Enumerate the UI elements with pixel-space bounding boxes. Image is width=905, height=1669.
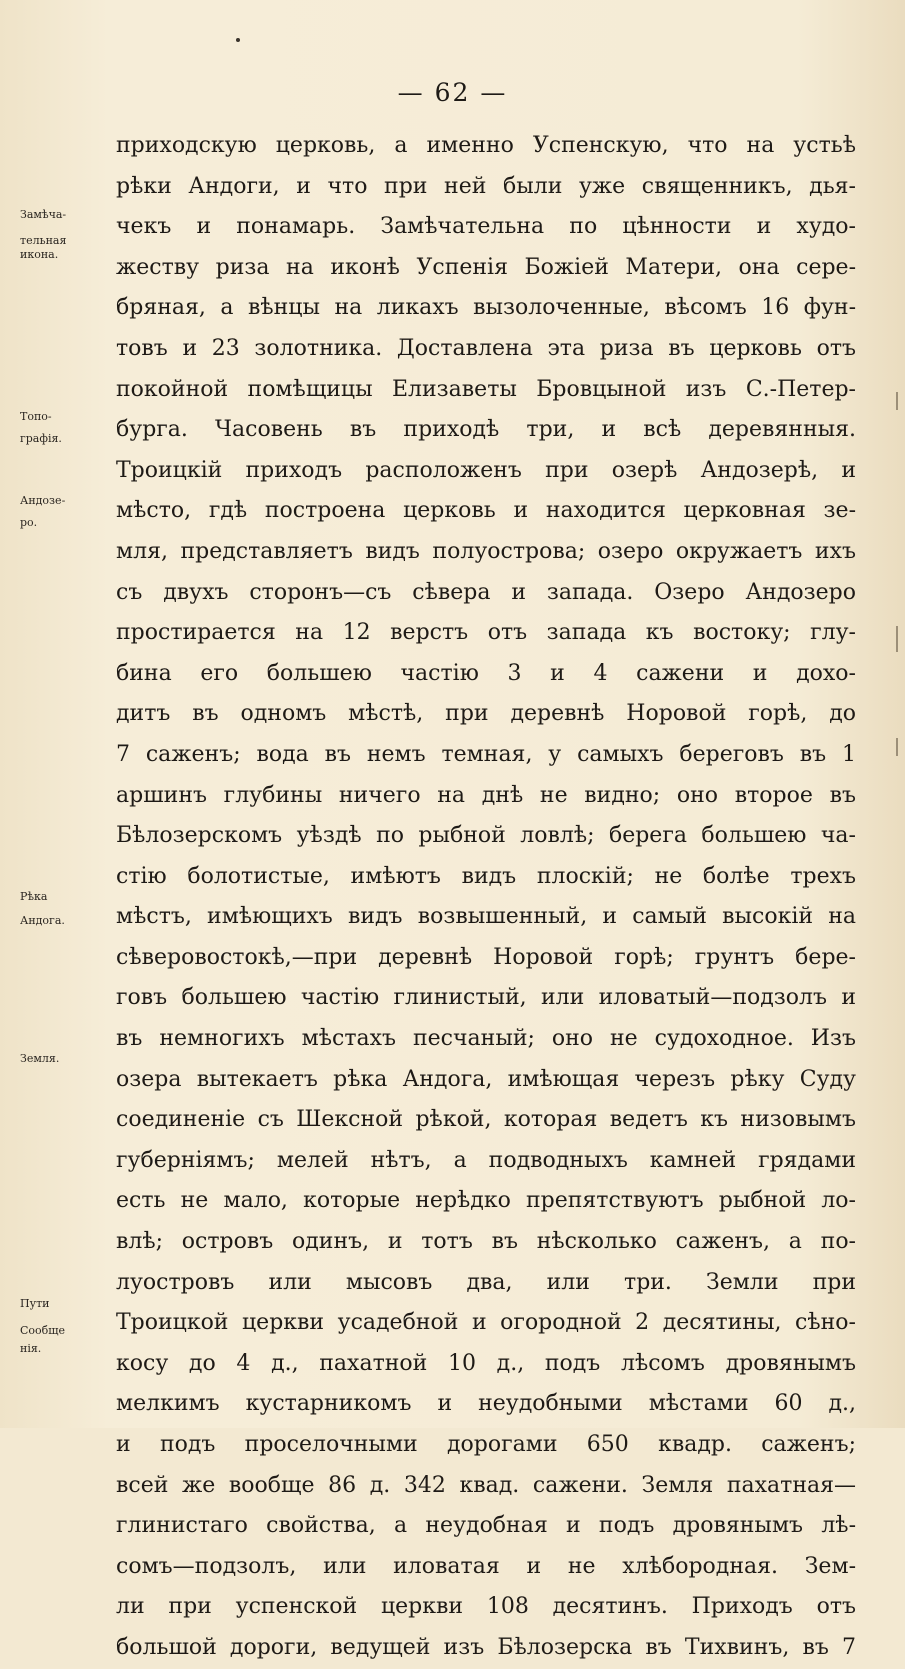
text-line: глинистаго свойства, а неудобная и подъ дровянымъ лѣ-	[116, 1513, 856, 1539]
text-line: большой дороги, ведущей изъ Бѣлозерска въ Тихвинъ, въ 7	[116, 1634, 856, 1660]
text-line: мелкимъ кустарникомъ и неудобными мѣстами 60 д.,	[116, 1391, 856, 1417]
page-number: — 62 —	[397, 78, 508, 107]
text-line: приходскую церковь, а именно Успенскую, что на устьѣ	[116, 133, 856, 158]
margin-note: Земля.	[20, 1052, 60, 1065]
text-line: рѣки Андоги, и что при ней были уже священникъ, дья-	[116, 173, 856, 199]
text-line: есть не мало, которые нерѣдко препятствуютъ рыбной ло-	[116, 1188, 856, 1214]
text-line: Троицкой церкви усадебной и огородной 2 десятины, сѣно-	[116, 1310, 856, 1336]
text-line: бина его большею частію 3 и 4 сажени и дохо-	[116, 660, 856, 686]
edge-mark	[896, 392, 898, 410]
margin-note: Замѣча-	[20, 208, 67, 221]
text-line: сомъ—подзолъ, или иловатая и не хлѣбородная. Зем-	[116, 1553, 856, 1579]
text-line: влѣ; островъ одинъ, и тотъ въ нѣсколько саженъ, а по-	[116, 1229, 856, 1255]
margin-note: графія.	[20, 432, 62, 445]
text-line: покойной помѣщицы Елизаветы Бровцыной изъ С.-Петер-	[116, 376, 856, 402]
text-line: дитъ въ одномъ мѣстѣ, при деревнѣ Норовой горѣ, до	[116, 701, 856, 727]
text-line: ли при успенской церкви 108 десятинъ. Приходъ отъ	[116, 1594, 856, 1620]
text-line: соединеніе съ Шексной рѣкой, которая ведетъ къ низовымъ	[116, 1107, 856, 1133]
text-line: бряная, а вѣнцы на ликахъ вызолоченные, вѣсомъ 16 фун-	[116, 295, 856, 321]
margin-note: тельная	[20, 234, 67, 247]
text-line: губерніямъ; мелей нѣтъ, а подводныхъ камней грядами	[116, 1147, 856, 1173]
margin-note: Андога.	[20, 914, 65, 927]
body-text	[116, 126, 856, 1669]
text-line: мѣсто, гдѣ построена церковь и находится церковная зе-	[116, 498, 856, 524]
text-line: аршинъ глубины ничего на днѣ не видно; оно второе въ	[116, 782, 856, 808]
text-line: Троицкій приходъ расположенъ при озерѣ Андозерѣ, и	[116, 457, 856, 483]
text-line: и подъ проселочными дорогами 650 квадр. саженъ;	[116, 1432, 856, 1457]
text-line: косу до 4 д., пахатной 10 д., подъ лѣсомъ дровянымъ	[116, 1350, 856, 1376]
text-line: озера вытекаетъ рѣка Андога, имѣющая черезъ рѣку Суду	[116, 1066, 856, 1092]
text-line: луостровъ или мысовъ два, или три. Земли при	[116, 1269, 856, 1295]
margin-note: Андозе-	[20, 494, 66, 507]
margin-note: Топо-	[20, 410, 52, 423]
text-line: съ двухъ сторонъ—съ сѣвера и запада. Озеро Андозеро	[116, 579, 856, 605]
margin-note: Рѣка	[20, 890, 48, 903]
text-line: въ немногихъ мѣстахъ песчаный; оно не судоходное. Изъ	[116, 1026, 856, 1052]
text-line: бурга. Часовень въ приходѣ три, и всѣ деревянныя.	[116, 417, 856, 443]
text-line: стію болотистые, имѣютъ видъ плоскій; не болѣе трехъ	[116, 863, 856, 889]
text-line: всей же вообще 86 д. 342 квад. сажени. Земля пахатная—	[116, 1472, 856, 1498]
margin-note: икона.	[20, 248, 59, 261]
text-line: товъ и 23 золотника. Доставлена эта риза въ церковь отъ	[116, 335, 856, 361]
margin-note: нія.	[20, 1342, 42, 1355]
margin-note: ро.	[20, 516, 38, 529]
text-line: 7 саженъ; вода въ немъ темная, у самыхъ береговъ въ 1	[116, 741, 856, 767]
text-line: мля, представляетъ видъ полуострова; озеро окружаетъ ихъ	[116, 538, 856, 564]
edge-mark	[896, 626, 898, 652]
text-line: чекъ и понамарь. Замѣчательна по цѣнности и худо-	[116, 214, 856, 240]
ink-dot	[236, 38, 240, 42]
text-line: сѣверовостокѣ,—при деревнѣ Норовой горѣ; грунтъ бере-	[116, 944, 856, 970]
edge-mark	[896, 738, 898, 756]
text-line: простирается на 12 верстъ отъ запада къ востоку; глу-	[116, 620, 856, 646]
margin-note: Сообще	[20, 1324, 66, 1337]
margin-note: Пути	[20, 1297, 50, 1310]
text-line: говъ большею частію глинистый, или иловатый—подзолъ и	[116, 985, 856, 1011]
text-line: мѣстъ, имѣющихъ видъ возвышенный, и самый высокій на	[116, 904, 856, 930]
text-line: Бѣлозерскомъ уѣздѣ по рыбной ловлѣ; берега большею ча-	[116, 823, 856, 849]
text-line: жеству риза на иконѣ Успенія Божіей Матери, она сере-	[116, 254, 856, 280]
